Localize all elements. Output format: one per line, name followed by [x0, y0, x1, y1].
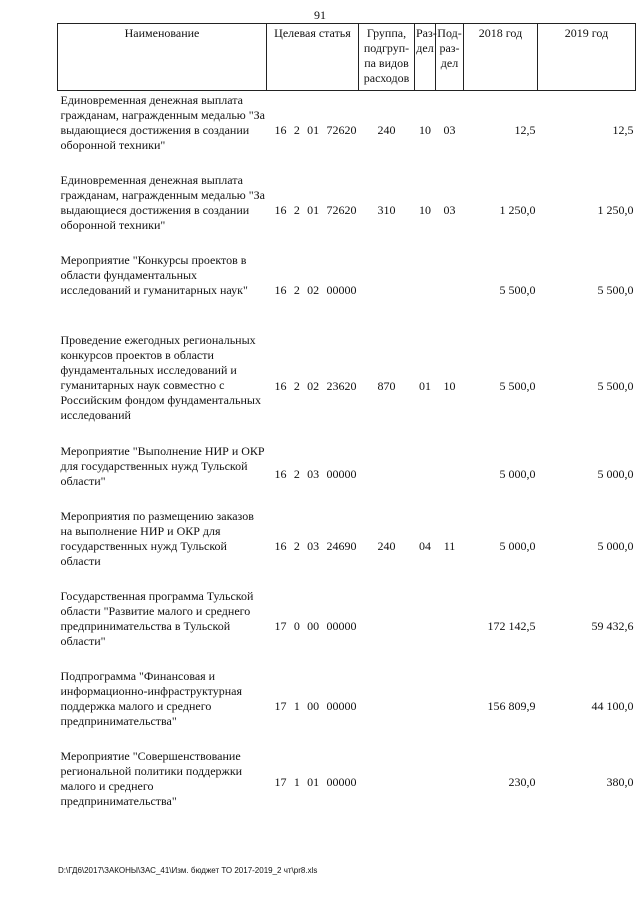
code-part: 17: [274, 775, 287, 789]
code-part: 01: [307, 123, 320, 138]
row-target-code: [267, 251, 359, 331]
row-group: 240: [377, 123, 396, 138]
row-name: Государственная программа Тульской области "Развитие малого и среднего предпринимательства в Тульской области": [60, 588, 254, 648]
row-target-code: [267, 747, 359, 819]
table-row: [58, 171, 636, 251]
table-row: [58, 747, 636, 819]
row-subsection: 11: [443, 539, 456, 553]
code-part: 00: [307, 619, 320, 633]
code-part: 16: [274, 539, 287, 553]
row-target-code: [267, 331, 359, 442]
row-target-code: [267, 442, 359, 507]
table-row: [58, 587, 636, 667]
code-part: 2: [293, 466, 300, 481]
row-2019: 44 100,0: [591, 699, 634, 713]
code-part: 2: [293, 283, 300, 297]
table-row: [58, 507, 636, 587]
code-part: 24690: [326, 539, 357, 553]
row-name: Мероприятие "Совершенствование региональной политики поддержки малого и среднего предпринимательства": [60, 748, 243, 808]
code-part: 00000: [326, 619, 357, 633]
row-2019: 380,0: [606, 775, 634, 789]
row-group: 870: [377, 378, 396, 393]
row-section: [415, 587, 436, 667]
header-2018: 2018 год: [464, 24, 538, 91]
code-part: 16: [274, 378, 287, 393]
row-group: [359, 667, 415, 747]
code-part: 2: [293, 539, 300, 553]
row-2019: 59 432,6: [591, 619, 634, 633]
code-part: 03: [307, 466, 320, 481]
code-part: 00000: [326, 699, 357, 713]
code-part: 16: [274, 203, 287, 217]
code-part: 72620: [326, 123, 357, 138]
code-part: 16: [274, 283, 287, 297]
code-part: 02: [307, 378, 320, 393]
row-section: 10: [419, 203, 431, 217]
table-row: [58, 331, 636, 442]
row-group: 310: [377, 203, 396, 217]
budget-table: [57, 23, 636, 819]
row-target-code: [267, 667, 359, 747]
row-section: 01: [419, 378, 431, 393]
row-name: Мероприятие "Выполнение НИР и ОКР для государственных нужд Тульской области": [60, 443, 265, 488]
row-section: [415, 251, 436, 331]
code-part: 16: [274, 123, 287, 138]
code-part: 2: [293, 203, 300, 217]
code-part: 16: [274, 466, 287, 481]
code-part: 00000: [326, 466, 357, 481]
row-2018: 5 000,0: [499, 466, 536, 481]
table-row: [58, 442, 636, 507]
row-2018: 12,5: [514, 123, 536, 138]
row-subsection: [436, 587, 464, 667]
row-2018: 5 500,0: [499, 283, 536, 297]
row-2019: 5 000,0: [597, 539, 634, 553]
code-part: 2: [293, 123, 300, 138]
row-section: 10: [419, 123, 431, 138]
row-subsection: [436, 667, 464, 747]
code-part: 00000: [326, 775, 357, 789]
code-part: 17: [274, 619, 287, 633]
row-subsection: 10: [443, 378, 456, 393]
row-2019: 12,5: [612, 123, 634, 138]
row-subsection: 03: [443, 203, 456, 217]
code-part: 0: [293, 619, 300, 633]
code-part: 01: [307, 203, 320, 217]
table-header-row: [58, 24, 636, 91]
row-2018: 1 250,0: [499, 203, 536, 217]
row-group: [359, 251, 415, 331]
header-group: Группа, подгруп-па видов расходов: [359, 24, 415, 91]
row-subsection: [436, 747, 464, 819]
row-2018: 230,0: [508, 775, 536, 789]
row-subsection: [436, 251, 464, 331]
row-2018: 172 142,5: [487, 619, 536, 633]
code-part: 01: [307, 775, 320, 789]
table-row: [58, 91, 636, 171]
row-name: Мероприятия по размещению заказов на выполнение НИР и ОКР для государственных нужд Тульской области: [60, 508, 254, 568]
row-name: Мероприятие "Конкурсы проектов в области фундаментальных исследований и гуманитарных наук": [60, 252, 248, 297]
header-name: Наименование: [58, 24, 267, 91]
table-row: [58, 251, 636, 331]
row-subsection: 03: [443, 123, 456, 138]
row-group: [359, 747, 415, 819]
code-part: 03: [307, 539, 320, 553]
row-2019: 5 500,0: [597, 283, 634, 297]
row-2018: 5 500,0: [499, 378, 536, 393]
code-part: 02: [307, 283, 320, 297]
row-name: Единовременная денежная выплата гражданам, награжденным медалью "За выдающиеся достижения в создании оборонной техники": [60, 93, 265, 152]
table-row: [58, 667, 636, 747]
row-target-code: [267, 171, 359, 251]
code-part: 23620: [326, 378, 357, 393]
row-group: [359, 442, 415, 507]
row-section: 04: [419, 539, 431, 553]
code-part: 2: [293, 378, 300, 393]
row-name: Подпрограмма "Финансовая и информационно-инфраструктурная поддержка малого и среднего предпринимательства": [60, 668, 242, 728]
file-path-footer: D:\ГД6\2017\ЗАКОНЫ\ЗАС_41\Изм. бюджет ТО 2017-2019_2 чт\pr8.xls: [58, 866, 318, 875]
header-target: Целевая статья: [267, 24, 359, 91]
code-part: 17: [274, 699, 287, 713]
row-2019: 5 500,0: [597, 378, 634, 393]
row-section: [415, 747, 436, 819]
row-2018: 156 809,9: [487, 699, 536, 713]
code-part: 1: [293, 699, 300, 713]
row-2019: 5 000,0: [597, 466, 634, 481]
code-part: 72620: [326, 203, 357, 217]
page-number: 91: [314, 8, 326, 22]
row-target-code: [267, 91, 359, 171]
code-part: 1: [293, 775, 300, 789]
code-part: 00: [307, 699, 320, 713]
row-2018: 5 000,0: [499, 539, 536, 553]
code-part: 00000: [326, 283, 357, 297]
row-group: [359, 587, 415, 667]
header-2019: 2019 год: [538, 24, 636, 91]
row-name: Проведение ежегодных региональных конкурсов проектов в области фундаментальных исследований и гуманитарных наук совместно с Российским фондом фундаментальных исследований: [60, 332, 261, 422]
row-section: [415, 442, 436, 507]
header-section: Раз-дел: [415, 24, 436, 91]
row-name: Единовременная денежная выплата гражданам, награжденным медалью "За выдающиеся достижения в создании оборонной техники": [60, 172, 265, 232]
row-group: 240: [377, 539, 396, 553]
row-section: [415, 667, 436, 747]
row-target-code: [267, 587, 359, 667]
header-subsection: Под-раз-дел: [436, 24, 464, 91]
row-target-code: [267, 507, 359, 587]
row-subsection: [436, 442, 464, 507]
row-2019: 1 250,0: [597, 203, 634, 217]
